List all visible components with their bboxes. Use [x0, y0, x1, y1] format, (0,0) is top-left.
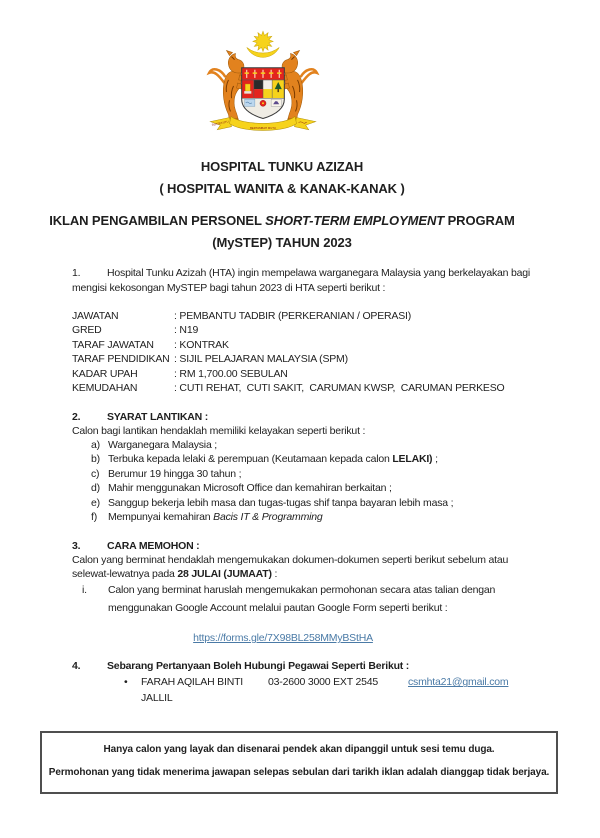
detail-label: KEMUDAHAN — [72, 382, 138, 395]
crest-row — [0, 0, 526, 144]
notice-line-1: Hanya calon yang layak dan disenarai pendek akan dipanggil untuk sesi temu duga. — [103, 743, 495, 755]
ad-title-italic-segment: SHORT-TERM EMPLOYMENT — [265, 213, 445, 229]
document-body — [72, 266, 534, 706]
bullet-icon: • — [124, 676, 128, 689]
detail-label: GRED — [72, 324, 102, 337]
job-detail-row — [72, 367, 534, 381]
notice-line-2: Permohonan yang tidak menerima jawapan selepas sebulan dari tarikh iklan adalah dianggap tidak berjaya. — [48, 766, 550, 778]
detail-label: KADAR UPAH — [72, 367, 138, 380]
job-details-table — [72, 309, 534, 396]
tiger-supporter-left — [209, 50, 247, 122]
org-subtitle: ( HOSPITAL WANITA & KANAK-KANAK ) — [159, 181, 405, 197]
section-2-heading: 2. SYARAT LANTIKAN : — [72, 410, 209, 423]
requirement-item: d) Mahir menggunakan Microsoft Office dan kemahiran berkaitan ; — [91, 482, 392, 495]
requirement-item: a) Warganegara Malaysia ; — [91, 438, 218, 451]
section-3-subitem: i. Calon yang berminat haruslah mengemukakan permohonan secara atas talian dengan menggunakan Google Account melalui pautan Google Form seperti berikut : — [82, 584, 496, 614]
requirement-item: b) Terbuka kepada lelaki & perempuan (Keutamaan kepada calon LELAKI) ; — [91, 453, 438, 466]
tiger-supporter-right — [279, 50, 317, 122]
intro-paragraph — [72, 266, 534, 294]
form-link-row — [72, 631, 494, 645]
contact-row — [72, 675, 534, 707]
job-detail-row — [72, 352, 534, 366]
section-3-heading: 3. CARA MEMOHON : — [72, 539, 200, 552]
job-detail-row — [72, 323, 534, 337]
section-3-intro: Calon yang berminat hendaklah mengemukakan dokumen-dokumen seperti berikut sebelum atau selewat-lewatnya pada 28 JULAI (JUMAAT) : — [72, 554, 509, 581]
job-detail-row — [72, 338, 534, 352]
org-name: HOSPITAL TUNKU AZIZAH — [200, 159, 364, 174]
detail-value: : RM 1,700.00 SEBULAN — [174, 367, 288, 380]
sun-emblem — [253, 31, 273, 51]
contact-phone: 03-2600 3000 EXT 2545 — [268, 676, 379, 689]
detail-label: JAWATAN — [72, 309, 119, 322]
contact-email-link[interactable]: csmhta21@gmail.com — [408, 676, 509, 689]
detail-value: : KONTRAK — [174, 338, 229, 351]
requirement-list — [72, 438, 534, 525]
motto-text-center: BERTAMBAH MUTU — [250, 126, 276, 131]
ad-title-block — [0, 210, 564, 254]
section-4-heading: 4. Sebarang Pertanyaan Boleh Hubungi Pegawai Seperti Berikut : — [72, 660, 410, 673]
requirement-item: c) Berumur 19 hingga 30 tahun ; — [91, 467, 242, 480]
ad-title-line2: (MySTEP) TAHUN 2023 — [212, 235, 352, 251]
intro-text: Hospital Tunku Azizah (HTA) ingin mempelawa warganegara Malaysia yang berkelayakan bagi mengisi kekosongan MySTEP bagi tahun 2023 di HTA seperti berikut : — [72, 267, 531, 294]
google-form-link[interactable]: https://forms.gle/7X98BL258MMyBStHA — [193, 632, 373, 645]
detail-value: : PEMBANTU TADBIR (PERKERANIAN / OPERASI) — [174, 309, 412, 322]
contact-name: FARAH AQILAH BINTI JALLIL — [141, 676, 244, 705]
application-deadline: 28 JULAI (JUMAAT) — [177, 568, 272, 581]
detail-value: : SIJIL PELAJARAN MALAYSIA (SPM) — [174, 353, 348, 366]
org-title-block — [0, 156, 564, 200]
section-2-intro: Calon bagi lantikan hendaklah memiliki kelayakan seperti berikut : — [72, 424, 366, 437]
ad-title-line1: IKLAN PENGAMBILAN PERSONEL SHORT-TERM EMPLOYMENT PROGRAM — [49, 213, 515, 229]
requirement-item: f) Mempunyai kemahiran Bacis IT & Programming — [91, 511, 323, 524]
motto-text-left: BERSEKUTU — [211, 119, 229, 127]
detail-label: TARAF PENDIDIKAN — [72, 353, 170, 366]
job-detail-row — [72, 381, 534, 395]
malaysia-coat-of-arms-icon — [197, 24, 329, 144]
detail-value: : CUTI REHAT, CUTI SAKIT, CARUMAN KWSP, CARUMAN PERKESO — [174, 382, 505, 395]
shield-emblem — [242, 68, 285, 120]
intro-number: 1. — [72, 267, 81, 280]
requirement-item: e) Sanggup bekerja lebih masa dan tugas-tugas shif tanpa bayaran lebih masa ; — [91, 496, 454, 509]
footer-notice-box — [40, 731, 558, 794]
detail-label: TARAF JAWATAN — [72, 338, 154, 351]
detail-value: : N19 — [174, 324, 199, 337]
job-detail-row — [72, 309, 534, 323]
